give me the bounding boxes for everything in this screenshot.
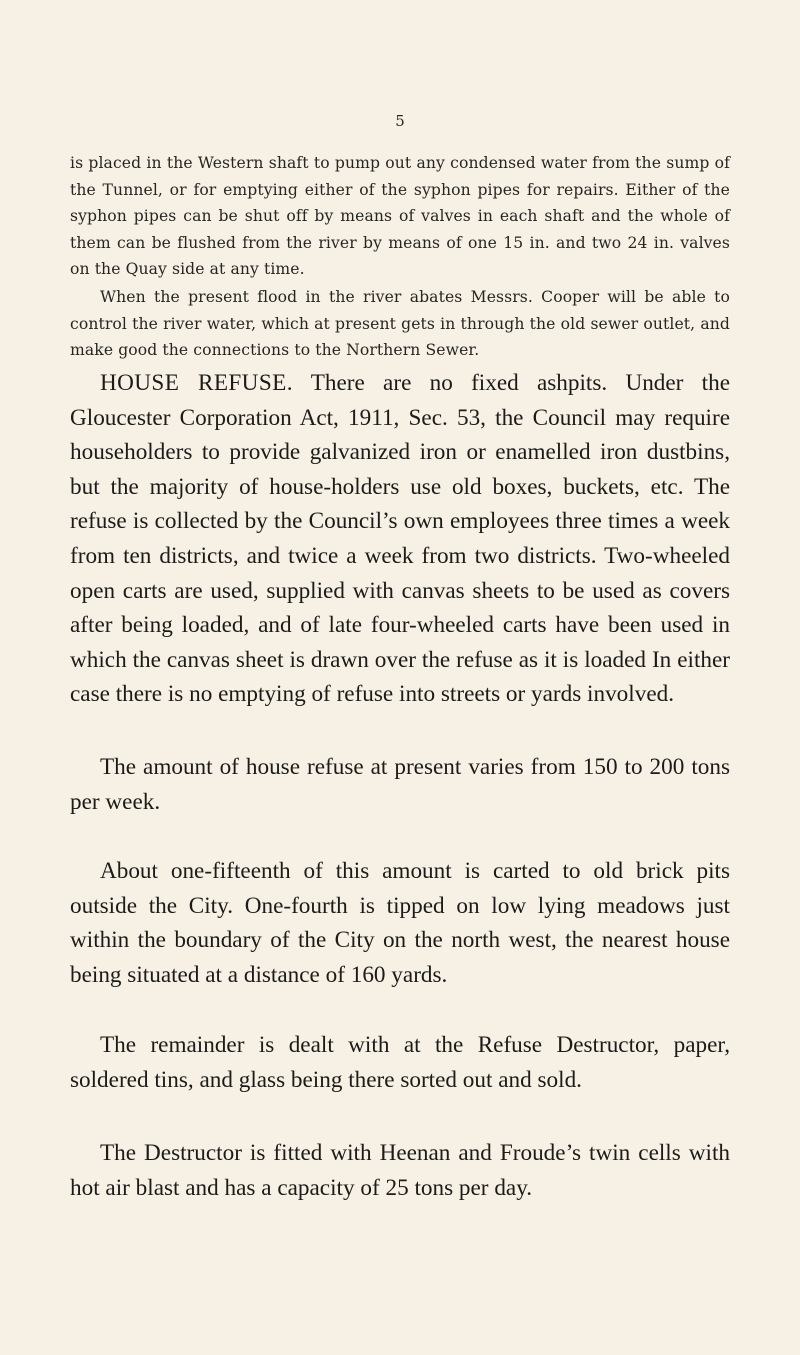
paragraph-syphon-pipes: is placed in the Western shaft to pump out any condensed water from the sump of the Tunnel, or for emptying either of the syphon pipes for repairs. Either of the syphon pipes can be shut off by means of valves in each shaft and the whole of them can be flushed from the river by means of one 15 in. and two 24 in. valves on the Quay side at any time.: [70, 154, 730, 279]
paragraph-flood-control: When the present flood in the river abates Messrs. Cooper will be able to control the river water, which at present gets in through the old sewer outlet, and make good the connections to the Northern Sewer.: [70, 288, 730, 360]
paragraph-refuse-amount: The amount of house refuse at present varies from 150 to 200 tons per week.: [70, 754, 730, 815]
section-heading-house-refuse: HOUSE REFUSE.: [100, 370, 293, 396]
paragraph-refuse-destructor: The remainder is dealt with at the Refuse Destructor, paper, soldered tins, and glass being there sorted out and sold.: [70, 1032, 730, 1093]
paragraph-house-refuse: [70, 366, 730, 712]
paragraph-house-refuse-body: There are no fixed ashpits. Under the Gloucester Corporation Act, 1911, Sec. 53, the Council may require householders to provide galvanized iron or enamelled iron dustbins, but the majority of house-holders use old boxes, buckets, etc. The refuse is collected by the Council’s own employees three times a week from ten districts, and twice a week from two districts. Two-wheeled open carts are used, supplied with canvas sheets to be used as covers after being loaded, and of late four-wheeled carts have been used in which the canvas sheet is drawn over the refuse as it is loaded In either case there is no emptying of refuse into streets or yards involved.: [70, 370, 730, 708]
page-number: 5: [395, 112, 405, 130]
paragraph-refuse-disposal-sites: About one-fifteenth of this amount is carted to old brick pits outside the City. One-fourth is tipped on low lying meadows just within the boundary of the City on the north west, the nearest house being situated at a distance of 160 yards.: [70, 858, 730, 988]
paragraph-destructor-capacity: The Destructor is fitted with Heenan and Froude’s twin cells with hot air blast and has a capacity of 25 tons per day.: [70, 1140, 730, 1201]
